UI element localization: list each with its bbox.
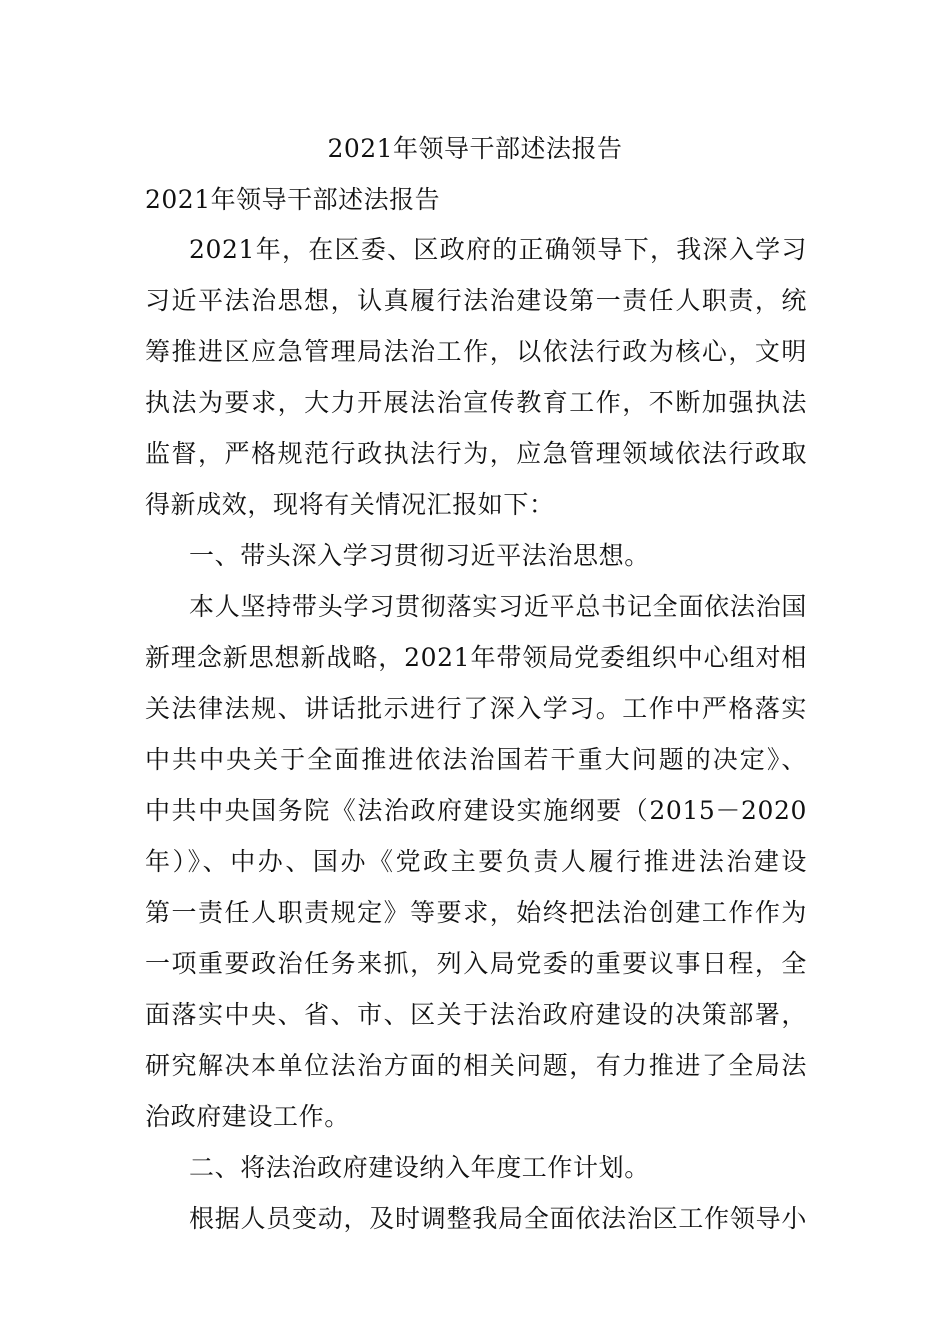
text-line: 本人坚持带头学习贯彻落实习近平总书记全面依法治国 [189, 592, 807, 621]
text-line: 一、带头深入学习贯彻习近平法治思想。 [189, 541, 650, 570]
text-line: 中共中央国务院《法治政府建设实施纲要（2015－2020 [145, 796, 807, 825]
text-line: 新理念新思想新战略，2021年带领局党委组织中心组对相 [145, 643, 807, 672]
text-line: 中共中央关于全面推进依法治国若干重大问题的决定》、 [145, 745, 807, 774]
text-line: 治政府建设工作。 [145, 1102, 350, 1131]
text-line: 一项重要政治任务来抓，列入局党委的重要议事日程，全 [145, 949, 807, 978]
text-line: 得新成效，现将有关情况汇报如下： [145, 490, 555, 519]
document-subtitle: 2021年领导干部述法报告 [145, 185, 441, 214]
text-line: 2021年，在区委、区政府的正确领导下，我深入学习 [189, 235, 807, 264]
text-line: 面落实中央、省、市、区关于法治政府建设的决策部署， [145, 1000, 807, 1029]
text-line: 二、将法治政府建设纳入年度工作计划。 [189, 1153, 650, 1182]
document-body [145, 230, 807, 1250]
text-line: 根据人员变动，及时调整我局全面依法治区工作领导小 [189, 1204, 807, 1233]
text-line: 习近平法治思想，认真履行法治建设第一责任人职责，统 [145, 286, 807, 315]
text-line: 年）》、中办、国办《党政主要负责人履行推进法治建设 [145, 847, 807, 876]
text-line: 执法为要求，大力开展法治宣传教育工作，不断加强执法 [145, 388, 807, 417]
text-line: 关法律法规、讲话批示进行了深入学习。工作中严格落实 [145, 694, 807, 723]
document-title: 2021年领导干部述法报告 [327, 134, 623, 163]
text-line: 监督，严格规范行政执法行为，应急管理领域依法行政取 [145, 439, 807, 468]
text-line: 筹推进区应急管理局法治工作，以依法行政为核心，文明 [145, 337, 807, 366]
text-line: 第一责任人职责规定》等要求，始终把法治创建工作作为 [145, 898, 807, 927]
text-line: 研究解决本单位法治方面的相关问题，有力推进了全局法 [145, 1051, 807, 1080]
